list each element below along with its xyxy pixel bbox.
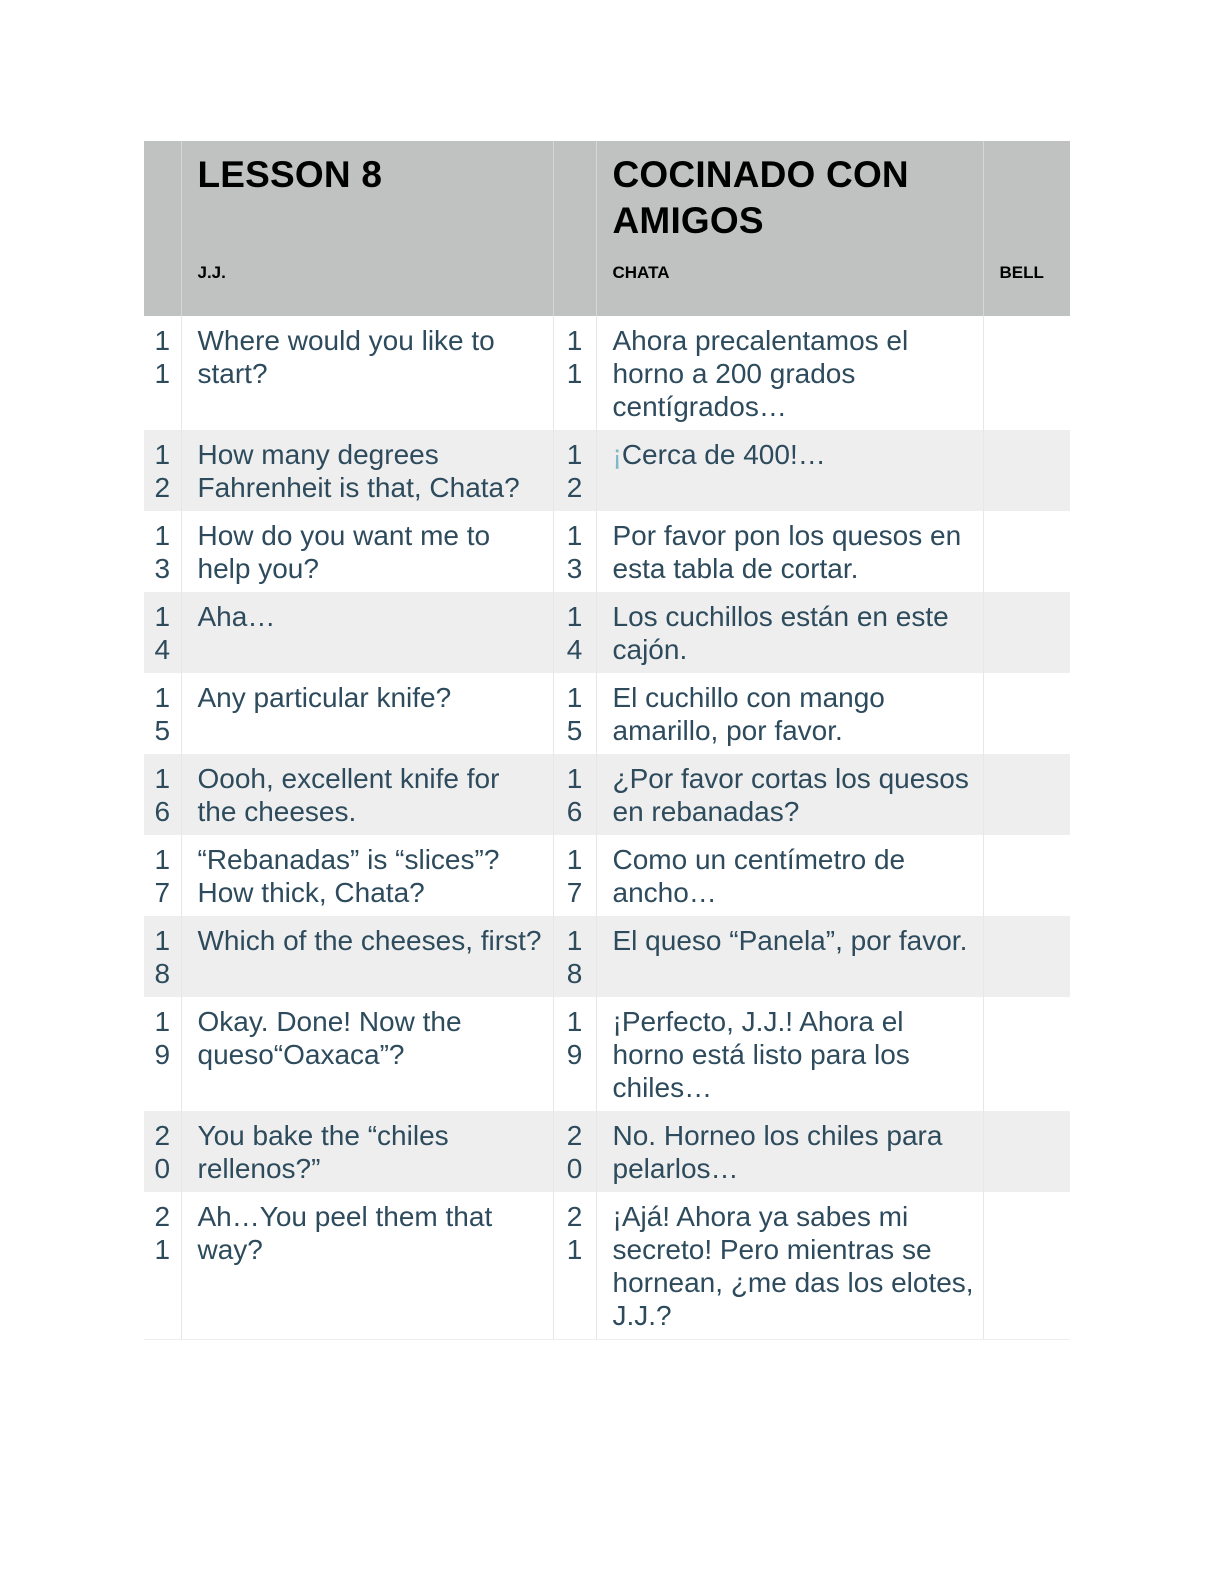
line-number-digit: 8	[566, 958, 583, 989]
chata-line: Los cuchillos están en este cajón.	[596, 592, 983, 673]
table-row	[144, 754, 1070, 835]
header-blank-cell	[983, 141, 1070, 254]
line-number	[553, 592, 596, 673]
jj-line: You bake the “chiles rellenos?”	[181, 1111, 553, 1192]
line-number-digit: 1	[154, 763, 171, 794]
line-number-digit: 2	[566, 1201, 583, 1232]
jj-line: How do you want me to help you?	[181, 511, 553, 592]
table-row	[144, 316, 1070, 430]
line-number-digit: 3	[154, 553, 171, 584]
line-number-digit: 1	[566, 520, 583, 551]
bell-line	[983, 916, 1070, 997]
line-number-digit: 7	[566, 877, 583, 908]
lesson-subtitle-cell	[596, 141, 983, 254]
line-number-digit: 2	[154, 472, 171, 503]
bell-line	[983, 316, 1070, 430]
chata-line: ¡Perfecto, J.J.! Ahora el horno está listo para los chiles…	[596, 997, 983, 1111]
table-row	[144, 916, 1070, 997]
lesson-title: LESSON 8	[197, 154, 383, 195]
line-number-digit: 1	[154, 925, 171, 956]
table-row	[144, 997, 1070, 1111]
line-number-digit: 1	[154, 601, 171, 632]
chata-line: Por favor pon los quesos en esta tabla de cortar.	[596, 511, 983, 592]
line-number-digit: 1	[566, 358, 583, 389]
line-number	[144, 997, 181, 1111]
line-number-digit: 4	[566, 634, 583, 665]
line-number	[144, 835, 181, 916]
line-number-digit: 4	[154, 634, 171, 665]
chata-line	[596, 430, 983, 511]
header-blank-cell	[144, 141, 181, 254]
chata-line: ¿Por favor cortas los quesos en rebanadas?	[596, 754, 983, 835]
line-number-digit: 1	[154, 520, 171, 551]
line-number-digit: 5	[154, 715, 171, 746]
line-number-digit: 0	[566, 1153, 583, 1184]
bell-line	[983, 511, 1070, 592]
table-row	[144, 430, 1070, 511]
chata-line: El cuchillo con mango amarillo, por favor.	[596, 673, 983, 754]
line-number-digit: 1	[154, 325, 171, 356]
lesson-title-cell	[181, 141, 553, 254]
line-number	[553, 997, 596, 1111]
chata-line: El queso “Panela”, por favor.	[596, 916, 983, 997]
table-row	[144, 511, 1070, 592]
chata-line: Como un centímetro de ancho…	[596, 835, 983, 916]
bell-line	[983, 1192, 1070, 1340]
line-number-digit: 1	[154, 844, 171, 875]
line-number-digit: 2	[566, 472, 583, 503]
chata-line-text: Cerca de 400!…	[621, 439, 826, 470]
chata-line: No. Horneo los chiles para pelarlos…	[596, 1111, 983, 1192]
jj-line: “Rebanadas” is “slices”? How thick, Chata?	[181, 835, 553, 916]
line-number-digit: 1	[154, 439, 171, 470]
bell-line	[983, 1111, 1070, 1192]
line-number-digit: 2	[154, 1201, 171, 1232]
line-number	[553, 1111, 596, 1192]
line-number-digit: 1	[566, 601, 583, 632]
header-blank-cell	[553, 141, 596, 254]
line-number-digit: 7	[154, 877, 171, 908]
dialogue-table	[144, 141, 1070, 1340]
line-number-digit: 0	[154, 1153, 171, 1184]
line-number-digit: 5	[566, 715, 583, 746]
line-number	[144, 511, 181, 592]
line-number-digit: 8	[154, 958, 171, 989]
line-number	[144, 1111, 181, 1192]
inverted-exclamation-mark: ¡	[612, 439, 622, 470]
line-number-digit: 1	[566, 925, 583, 956]
line-number-digit: 9	[566, 1039, 583, 1070]
line-number-digit: 1	[566, 1234, 583, 1265]
speaker-header-jj	[181, 254, 553, 316]
bell-line	[983, 754, 1070, 835]
line-number-digit: 2	[566, 1120, 583, 1151]
lesson-subtitle: COCINADO CON AMIGOS	[612, 154, 909, 241]
jj-line: How many degrees Fahrenheit is that, Chata?	[181, 430, 553, 511]
table-row	[144, 835, 1070, 916]
jj-line: Where would you like to start?	[181, 316, 553, 430]
line-number-digit: 1	[566, 763, 583, 794]
jj-line: Oooh, excellent knife for the cheeses.	[181, 754, 553, 835]
jj-line: Which of the cheeses, first?	[181, 916, 553, 997]
speaker-label-bell: BELL	[999, 263, 1044, 282]
jj-line: Aha…	[181, 592, 553, 673]
bell-line	[983, 673, 1070, 754]
table-row	[144, 1111, 1070, 1192]
bell-line	[983, 430, 1070, 511]
table-row	[144, 673, 1070, 754]
table-row	[144, 1192, 1070, 1340]
speaker-label-jj: J.J.	[197, 263, 226, 282]
line-number	[144, 592, 181, 673]
bell-line	[983, 592, 1070, 673]
line-number	[144, 1192, 181, 1340]
line-number-digit: 1	[154, 1006, 171, 1037]
line-number-digit: 9	[154, 1039, 171, 1070]
line-number-digit: 1	[154, 682, 171, 713]
chata-line: ¡Ajá! Ahora ya sabes mi secreto! Pero mientras se hornean, ¿me das los elotes, J.J.?	[596, 1192, 983, 1340]
lesson-page	[144, 141, 1070, 1340]
speaker-header-chata	[596, 254, 983, 316]
line-number	[144, 316, 181, 430]
line-number-digit: 6	[566, 796, 583, 827]
dialogue-rows	[144, 316, 1070, 1340]
bell-line	[983, 835, 1070, 916]
speaker-header-bell	[983, 254, 1070, 316]
line-number	[553, 511, 596, 592]
line-number	[144, 916, 181, 997]
line-number-digit: 1	[154, 1234, 171, 1265]
speaker-label-chata: CHATA	[612, 263, 670, 282]
line-number	[144, 673, 181, 754]
line-number-digit: 1	[566, 844, 583, 875]
line-number	[144, 754, 181, 835]
line-number	[144, 430, 181, 511]
table-row	[144, 592, 1070, 673]
table-header	[144, 141, 1070, 316]
line-number-digit: 1	[566, 1006, 583, 1037]
line-number-digit: 3	[566, 553, 583, 584]
line-number-digit: 1	[566, 682, 583, 713]
bell-line	[983, 997, 1070, 1111]
jj-line: Ah…You peel them that way?	[181, 1192, 553, 1340]
line-number-digit: 2	[154, 1120, 171, 1151]
line-number	[553, 835, 596, 916]
jj-line: Any particular knife?	[181, 673, 553, 754]
line-number-digit: 1	[566, 325, 583, 356]
line-number-digit: 1	[154, 358, 171, 389]
line-number	[553, 673, 596, 754]
line-number	[553, 430, 596, 511]
chata-line: Ahora precalentamos el horno a 200 grados centígrados…	[596, 316, 983, 430]
line-number-digit: 6	[154, 796, 171, 827]
header-blank-cell	[553, 254, 596, 316]
header-blank-cell	[144, 254, 181, 316]
line-number	[553, 754, 596, 835]
line-number	[553, 316, 596, 430]
jj-line: Okay. Done! Now the queso“Oaxaca”?	[181, 997, 553, 1111]
line-number	[553, 916, 596, 997]
line-number-digit: 1	[566, 439, 583, 470]
line-number	[553, 1192, 596, 1340]
